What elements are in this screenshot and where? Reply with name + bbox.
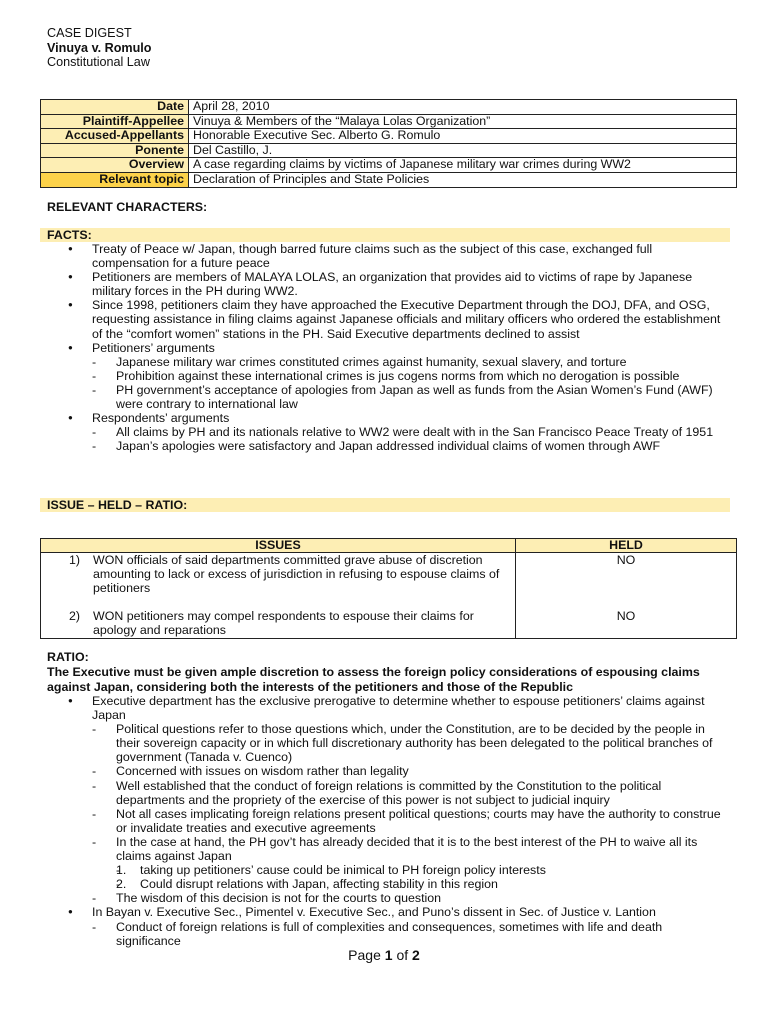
page-total: 2 bbox=[412, 947, 420, 963]
page-number: 1 bbox=[384, 947, 393, 963]
list-item: - PH government’s acceptance of apologies from Japan as well as funds from the Asian Women’s Fund (AWF) were contrary to international law bbox=[92, 383, 727, 411]
issue-cell bbox=[41, 609, 515, 637]
list-item bbox=[47, 411, 727, 453]
list-item: - Concerned with issues on wisdom rather than legality bbox=[92, 764, 727, 778]
list-item: - Not all cases implicating foreign relations present political questions; courts may have the authority to construe or invalidate treaties and executive agreements bbox=[92, 807, 727, 835]
list-item: - Political questions refer to those questions which, under the Constitution, are to be decided by the people in their sovereign capacity or in which full discretionary authority has been delegated to the political branches of government (Tanada v. Cuenco) bbox=[92, 722, 727, 764]
list-item bbox=[47, 341, 727, 411]
item-text: Could disrupt relations with Japan, affecting stability in this region bbox=[140, 877, 498, 892]
list-item bbox=[47, 905, 727, 947]
facts-heading: FACTS: bbox=[40, 228, 730, 242]
issue-number: 1) bbox=[69, 553, 81, 567]
list-item: ● Since 1998, petitioners claim they have approached the Executive Department through the DOJ, DFA, and OSG, requesting assistance in filing claims against Japanese officials and military officers who ordered the establishment of the “comfort women” stations in the PH. Said Executive departments declined to assist bbox=[47, 298, 727, 340]
list-item: - The wisdom of this decision is not for the courts to question bbox=[92, 891, 727, 905]
issue-number: 2) bbox=[69, 609, 81, 623]
held-column-header: HELD bbox=[516, 539, 737, 553]
page-label: Page bbox=[348, 947, 381, 963]
list-item: ● Treaty of Peace w/ Japan, though barred future claims such as the subject of this case, exchanged full compensation for a future peace bbox=[47, 242, 727, 270]
info-key: Overview bbox=[41, 158, 189, 173]
issue-text: WON officials of said departments committed grave abuse of discretion amounting to lack or excess of jurisdiction in refusing to espouse claims of petitioners bbox=[93, 553, 500, 595]
list-item: - Well established that the conduct of foreign relations is committed by the Constitution to the political departments and the propriety of the exercise of this power is not subject to judicial inquiry bbox=[92, 779, 727, 807]
facts-list bbox=[47, 242, 727, 453]
doc-type: CASE DIGEST bbox=[47, 26, 132, 40]
relevant-characters-heading: RELEVANT CHARACTERS: bbox=[47, 200, 208, 214]
ratio-subpoint: In the case at hand, the PH gov’t has already decided that it is to the best interest of the PH to waive all its claims against Japan bbox=[116, 834, 698, 864]
subject: Constitutional Law bbox=[47, 55, 150, 69]
info-value: April 28, 2010 bbox=[189, 100, 737, 115]
info-value: Del Castillo, J. bbox=[189, 143, 737, 158]
list-item: - Conduct of foreign relations is full of complexities and consequences, sometimes with life and death significance bbox=[92, 920, 727, 948]
ratio-point: Executive department has the exclusive prerogative to determine whether to espouse petitioners’ claims against Japan bbox=[92, 694, 705, 723]
list-item: ● Petitioners are members of MALAYA LOLAS, an organization that provides aid to victims of rape by Japanese military forces in the PH during WW2. bbox=[47, 270, 727, 298]
list-item: - Japan’s apologies were satisfactory and Japan addressed individual claims of women through AWF bbox=[92, 439, 727, 453]
item-text: taking up petitioners’ cause could be inimical to PH foreign policy interests bbox=[140, 863, 546, 878]
info-row bbox=[41, 143, 737, 158]
ratio-point: In Bayan v. Executive Sec., Pimentel v. Executive Sec., and Puno’s dissent in Sec. of Justice v. Lantion bbox=[92, 905, 656, 920]
issue-held-ratio-heading: ISSUE – HELD – RATIO: bbox=[40, 498, 730, 512]
ratio-list bbox=[47, 694, 727, 948]
list-item: - Prohibition against these international crimes is jus cogens norms from which no derogation is possible bbox=[92, 369, 727, 383]
item-number: - 2. bbox=[116, 877, 127, 892]
ratio-heading: RATIO: bbox=[47, 650, 89, 664]
page-footer bbox=[0, 947, 768, 963]
info-row bbox=[41, 172, 737, 187]
issues-column-header: ISSUES bbox=[41, 539, 516, 553]
ratio-title: The Executive must be given ample discretion to assess the foreign policy considerations of espousing claims against Japan, considering both the interests of the petitioners and those of the Republic bbox=[47, 665, 700, 694]
issue-cell bbox=[41, 553, 515, 595]
list-item bbox=[116, 863, 727, 877]
info-value: A case regarding claims by victims of Japanese military war crimes during WW2 bbox=[189, 158, 737, 173]
item-number: - 1. bbox=[116, 863, 127, 878]
list-item: - Japanese military war crimes constituted crimes against humanity, sexual slavery, and torture bbox=[92, 355, 727, 369]
case-info-table bbox=[40, 99, 737, 188]
info-value: Declaration of Principles and State Policies bbox=[189, 172, 737, 187]
info-key: Relevant topic bbox=[41, 172, 189, 187]
held-cell: NO bbox=[516, 609, 737, 639]
info-row bbox=[41, 158, 737, 173]
list-item bbox=[47, 694, 727, 905]
info-value: Honorable Executive Sec. Alberto G. Romulo bbox=[189, 129, 737, 144]
info-row bbox=[41, 100, 737, 115]
info-key: Accused-Appellants bbox=[41, 129, 189, 144]
issues-table bbox=[40, 538, 737, 639]
of-label: of bbox=[396, 947, 409, 963]
info-key: Plaintiff-Appellee bbox=[41, 114, 189, 129]
list-item bbox=[116, 877, 727, 891]
list-item: - All claims by PH and its nationals relative to WW2 were dealt with in the San Francisco Peace Treaty of 1951 bbox=[92, 425, 727, 439]
table-row bbox=[41, 553, 737, 610]
held-cell: NO bbox=[516, 553, 737, 610]
info-key: Date bbox=[41, 100, 189, 115]
table-row bbox=[41, 609, 737, 639]
info-row bbox=[41, 129, 737, 144]
list-item bbox=[92, 835, 727, 891]
respondents-arguments-label: Respondents’ arguments bbox=[92, 411, 230, 426]
document-header bbox=[47, 26, 152, 70]
info-value: Vinuya & Members of the “Malaya Lolas Organization” bbox=[189, 114, 737, 129]
info-key: Ponente bbox=[41, 143, 189, 158]
info-row bbox=[41, 114, 737, 129]
petitioners-arguments-label: Petitioners’ arguments bbox=[92, 340, 215, 355]
case-title: Vinuya v. Romulo bbox=[47, 40, 152, 55]
issue-text: WON petitioners may compel respondents to espouse their claims for apology and reparations bbox=[93, 609, 474, 637]
